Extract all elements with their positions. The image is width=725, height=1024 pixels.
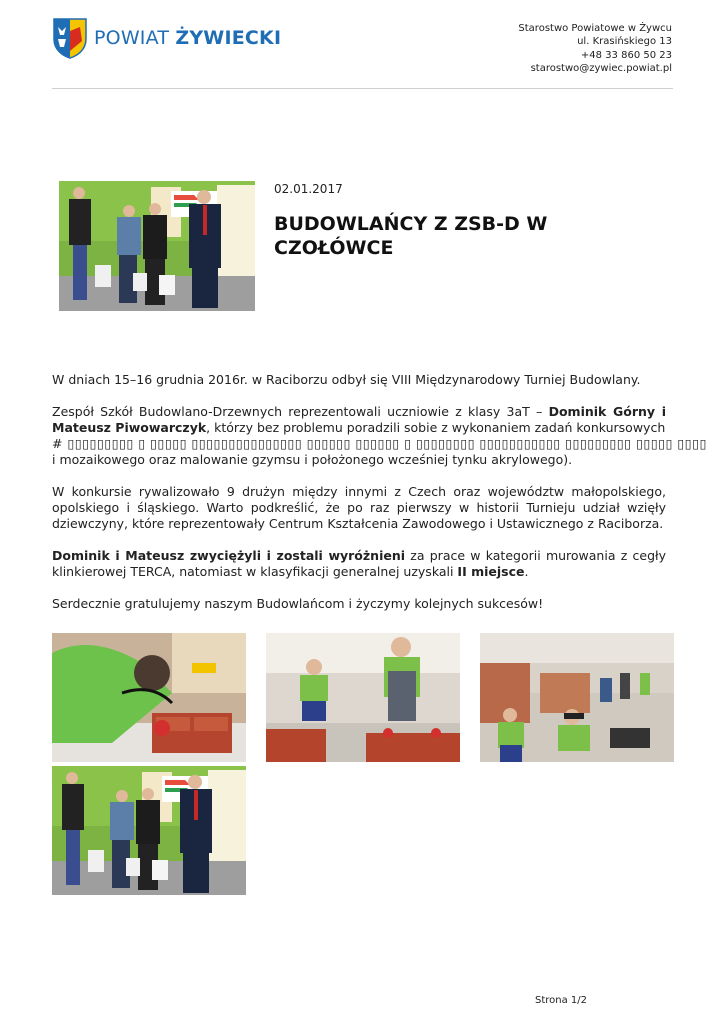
gallery-photo-1[interactable] <box>52 633 246 762</box>
contact-address: ul. Krasińskiego 13 <box>577 36 672 48</box>
contact-phone[interactable]: +48 33 860 50 23 <box>580 49 672 61</box>
page-number: Strona 1/2 <box>534 995 587 1006</box>
paragraph-result: Dominik i Mateusz zwyciężyli i zostali wyróżnieni za prace w kategorii murowania z cegły klinkierowej TERCA, natomiast w klasyfikacji generalnej uzyskali II miejsce. <box>52 548 666 579</box>
gallery-photo-2[interactable] <box>266 633 460 762</box>
paragraph-congrats: Serdecznie gratulujemy naszym Budowlańcom i życzymy kolejnych sukcesów! <box>52 596 544 611</box>
paragraph-team: Zespół Szkół Budowlano-Drzewnych reprezentowali uczniowie z klasy 3aT – Dominik Górny i Mateusz Piwowarczyk, którzy bez problemu poradzili sobie z wykonaniem zadań konkursowych # ▯▯▯▯▯▯▯▯▯ ▯ ▯▯▯▯▯ ▯▯▯▯▯▯▯▯▯▯▯▯▯▯▯ ▯▯▯▯▯▯ ▯▯▯▯▯▯ ▯ ▯▯▯▯▯▯▯▯ ▯▯▯▯▯▯▯▯▯▯▯ ▯▯▯▯▯▯▯▯▯ ▯▯▯▯▯ ▯▯▯▯ i mozaikowego oraz malowanie gzymsu i położonego wcześniej tynku akrylowego). <box>52 404 707 467</box>
article-body <box>52 372 707 628</box>
paragraph-intro: W dniach 15–16 grudnia 2016r. w Raciborzu odbył się VIII Międzynarodowy Turniej Budowlany. <box>52 372 641 387</box>
student-names: Dominik Górny i Mateusz Piwowarczyk <box>52 404 666 435</box>
header-divider <box>52 88 673 89</box>
contact-block <box>518 22 672 75</box>
place-highlight: II miejsce <box>457 564 525 579</box>
gallery-photo-4[interactable] <box>52 766 246 895</box>
powiat-logo[interactable] <box>52 17 281 59</box>
winners-highlight: Dominik i Mateusz zwyciężyli i zostali wyróżnieni <box>52 548 406 563</box>
gallery-photo-3[interactable] <box>480 633 674 762</box>
paragraph-competition: W konkursie rywalizowało 9 drużyn między innymi z Czech oraz województw małopolskiego, opolskiego i śląskiego. Warto podkreślić, że po raz pierwszy w historii Turnieju udział wzięły dziewczyny, które reprezentowały Centrum Kształcenia Zawodowego i Ustawicznego z Raciborza. <box>52 484 666 531</box>
contact-office-name: Starostwo Powiatowe w Żywcu <box>518 23 672 34</box>
garbled-text-line: # ▯▯▯▯▯▯▯▯▯ ▯ ▯▯▯▯▯ ▯▯▯▯▯▯▯▯▯▯▯▯▯▯▯ ▯▯▯▯▯▯ ▯▯▯▯▯▯ ▯ ▯▯▯▯▯▯▯▯ ▯▯▯▯▯▯▯▯▯▯▯ ▯▯▯▯▯▯▯▯▯ ▯▯▯▯▯ ▯▯▯▯ <box>52 436 707 451</box>
hero-photo[interactable] <box>59 181 255 311</box>
article-title: BUDOWLAŃCY Z ZSB-D W CZOŁÓWCE <box>274 213 548 259</box>
contact-email[interactable]: starostwo@zywiec.powiat.pl <box>530 62 672 74</box>
page-header <box>0 0 725 90</box>
article-date: 02.01.2017 <box>274 182 343 196</box>
logo-text: POWIAT ŻYWIECKI <box>94 27 282 49</box>
coat-of-arms-icon <box>52 17 88 59</box>
